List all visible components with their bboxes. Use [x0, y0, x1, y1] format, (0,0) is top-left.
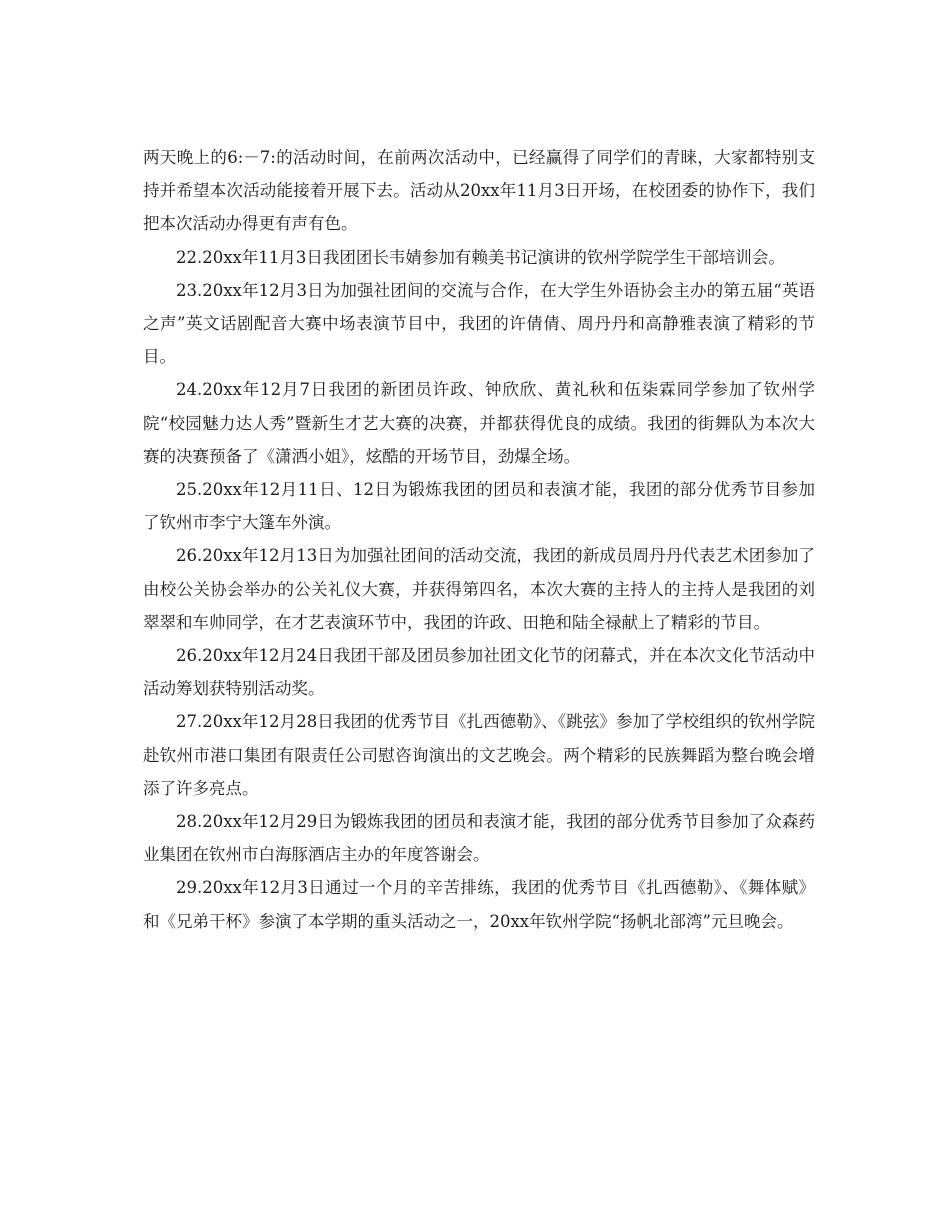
- paragraph-item-24: 24.20xx年12月7日我团的新团员许政、钟欣欣、黄礼秋和伍柒霖同学参加了钦州学院“校园魅力达人秀”暨新生才艺大赛的决赛，并都获得优良的成绩。我团的街舞队为本次大赛的决赛预备了《潇洒小姐》，炫酷的开场节目，劲爆全场。: [143, 380, 815, 466]
- paragraph-item-22: 22.20xx年11月3日我团团长韦婧参加有赖美书记演讲的钦州学院学生干部培训会。: [176, 247, 785, 267]
- paragraph-item-29: 29.20xx年12月3日通过一个月的辛苦排练，我团的优秀节目《扎西德勒》、《舞体赋》和《兄弟干杯》参演了本学期的重头活动之一，20xx年钦州学院“扬帆北部湾”元旦晚会。: [143, 878, 815, 931]
- paragraph-item-27: 27.20xx年12月28日我团的优秀节目《扎西德勒》、《跳弦》参加了学校组织的钦州学院赴钦州市港口集团有限责任公司慰咨询演出的文艺晚会。两个精彩的民族舞蹈为整台晚会增添了许多亮点。: [143, 712, 815, 798]
- paragraph-item-25: 25.20xx年12月11日、12日为锻炼我团的团员和表演才能，我团的部分优秀节目参加了钦州市李宁大篷车外演。: [143, 480, 815, 533]
- paragraph-item-26b: 26.20xx年12月24日我团干部及团员参加社团文化节的闭幕式，并在本次文化节活动中活动筹划获特别活动奖。: [143, 646, 815, 699]
- paragraph-item-23: 23.20xx年12月3日为加强社团间的交流与合作，在大学生外语协会主办的第五届“英语之声”英文话剧配音大赛中场表演节目中，我团的许倩倩、周丹丹和高静雅表演了精彩的节目。: [143, 280, 815, 367]
- paragraph-item-28: 28.20xx年12月29日为锻炼我团的团员和表演才能，我团的部分优秀节目参加了众森药业集团在钦州市白海豚酒店主办的年度答谢会。: [143, 812, 815, 865]
- document-body: [143, 141, 815, 938]
- paragraph-continuation: 两天晚上的6:－7:的活动时间，在前两次活动中，已经赢得了同学们的青睐，大家都特别支持并希望本次活动能接着开展下去。活动从20xx年11月3日开场，在校团委的协作下，我们把本次活动办得更有声有色。: [143, 148, 815, 234]
- paragraph-item-26a: 26.20xx年12月13日为加强社团间的活动交流，我团的新成员周丹丹代表艺术团参加了由校公关协会举办的公关礼仪大赛，并获得第四名，本次大赛的主持人的主持人是我团的刘翠翠和车帅同学，在才艺表演环节中，我团的许政、田艳和陆全禄献上了精彩的节目。: [143, 546, 815, 632]
